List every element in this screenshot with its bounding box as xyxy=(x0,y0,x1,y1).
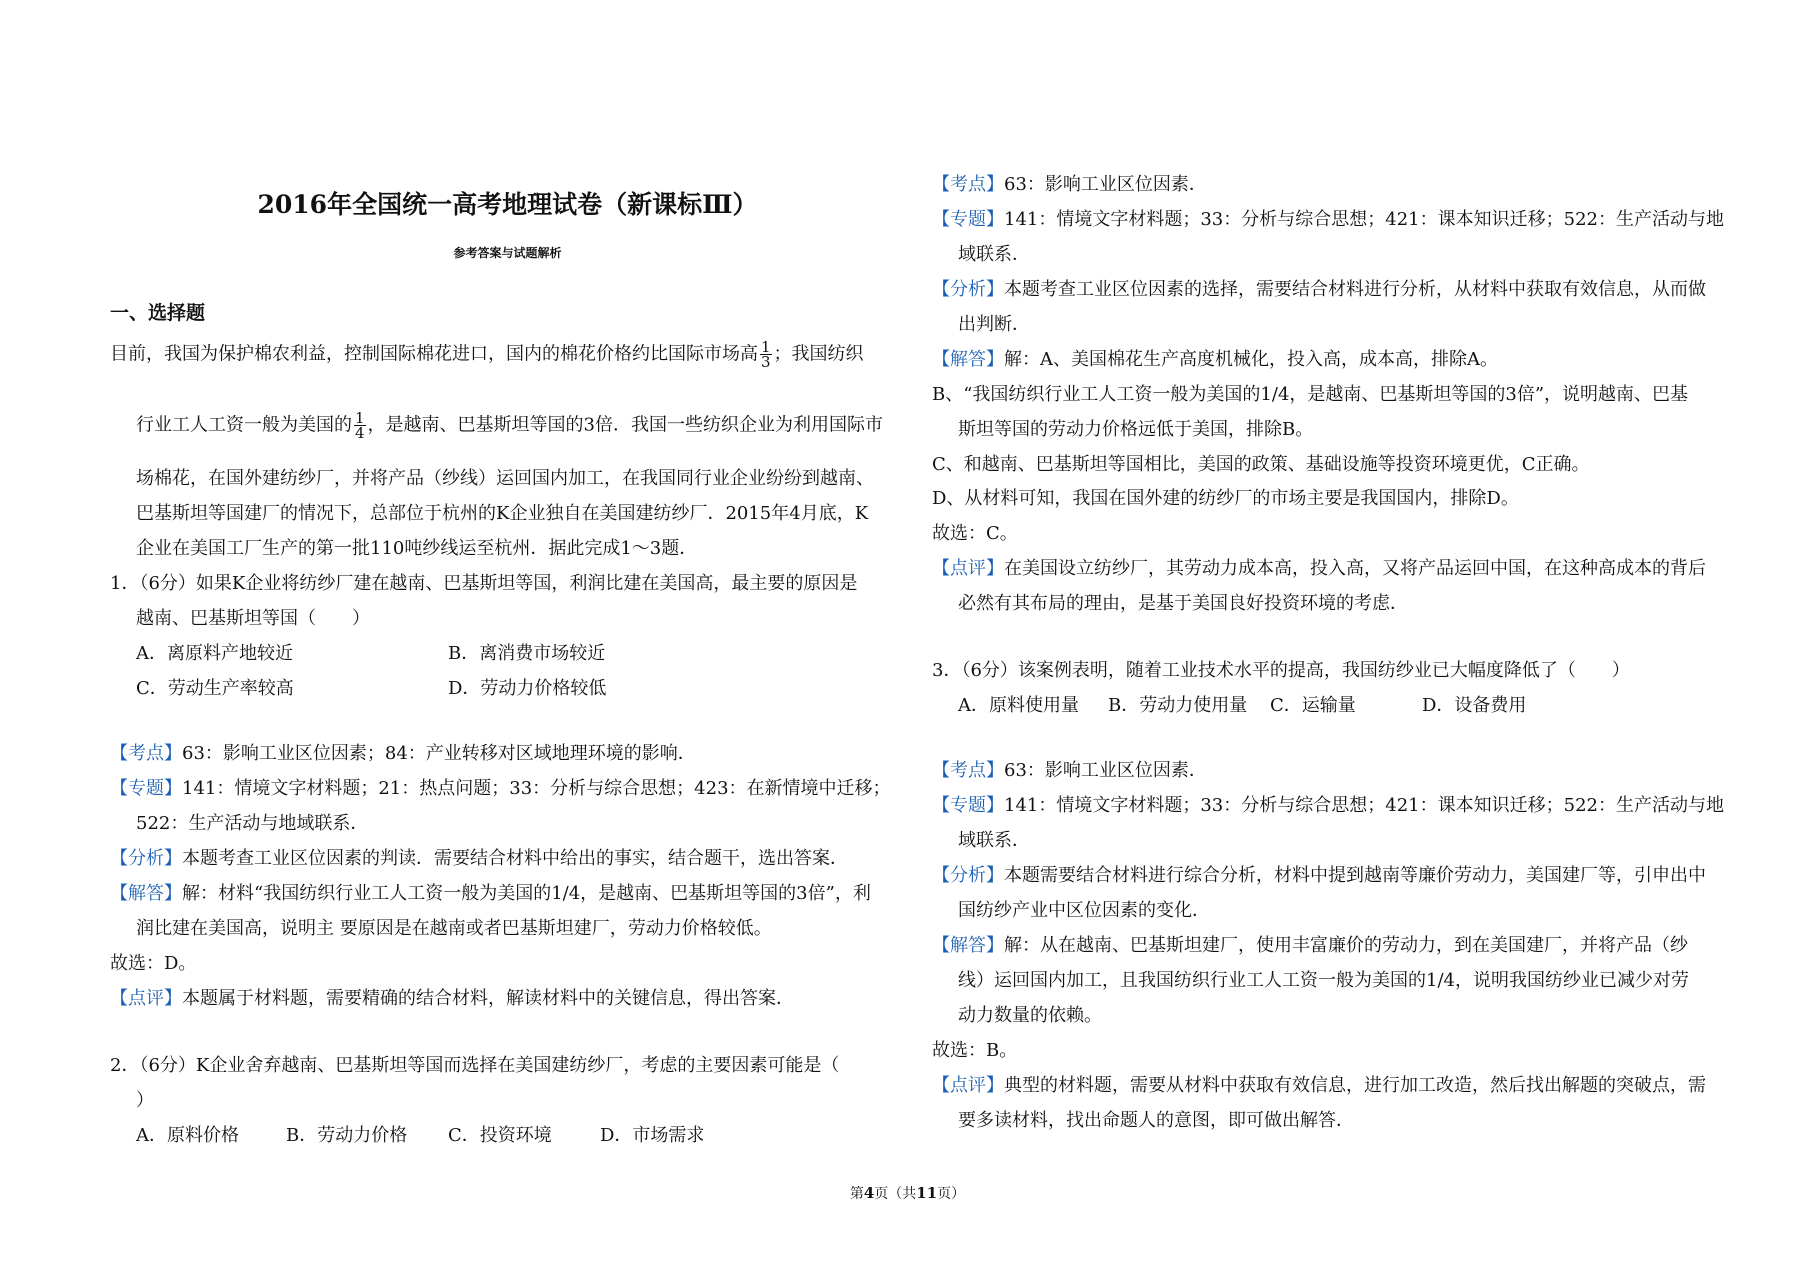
intro-line-3: 场棉花，在国外建纺纱厂，并将产品（纱线）运回国内加工，在我国同行业企业纷纷到越南、 xyxy=(136,468,874,489)
q1-jieda: 【解答】解：材料“我国纺织行业工人工资一般为美国的1/4，是越南、巴基斯坦等国的3倍”，利 xyxy=(110,883,871,904)
q2-stem-2: ） xyxy=(136,1090,154,1111)
q2-dianping-cont: 必然有其布局的理由，是基于美国良好投资环境的考虑． xyxy=(958,593,1408,614)
q2-kaodian: 【考点】63：影响工业区位因素． xyxy=(932,174,1207,195)
page-subtitle: 参考答案与试题解析 xyxy=(453,246,562,260)
q2-zhuanti: 【专题】141：情境文字材料题；33：分析与综合思想；421：课本知识迁移；522：生产活动与地 xyxy=(932,209,1724,230)
q2-answer: 故选：C。 xyxy=(932,523,1018,544)
q3-zhuanti-cont: 域联系． xyxy=(958,830,1030,851)
page-title: 2016年全国统一高考地理试卷（新课标Ⅲ） xyxy=(257,190,758,219)
q1-option-d: D．劳动力价格较低 xyxy=(448,678,607,699)
q2-fenxi: 【分析】本题考查工业区位因素的选择，需要结合材料进行分析，从材料中获取有效信息，从而做 xyxy=(932,279,1706,300)
fraction-one-quarter: $\frac{1}{4}$ xyxy=(355,409,365,442)
q1-option-b: B．离消费市场较近 xyxy=(448,643,606,664)
q1-kaodian: 【考点】63：影响工业区位因素；84：产业转移对区域地理环境的影响． xyxy=(110,743,696,764)
q3-zhuanti: 【专题】141：情境文字材料题；33：分析与综合思想；421：课本知识迁移；522：生产活动与地 xyxy=(932,795,1724,816)
q1-jieda-cont: 润比建在美国高，说明主 要原因是在越南或者巴基斯坦建厂，劳动力价格较低。 xyxy=(136,918,772,939)
q1-fenxi: 【分析】本题考查工业区位因素的判读．需要结合材料中给出的事实，结合题干，选出答案． xyxy=(110,848,848,869)
fraction-one-third: $\frac{1}{3}$ xyxy=(761,338,771,371)
q2-zhuanti-cont: 域联系． xyxy=(958,244,1030,265)
q3-option-d: D．设备费用 xyxy=(1422,695,1527,716)
q3-option-a: A．原料使用量 xyxy=(958,695,1079,716)
q2-option-c: C．投资环境 xyxy=(448,1125,552,1146)
q2-option-d: D．市场需求 xyxy=(600,1125,705,1146)
q2-option-a: A．原料价格 xyxy=(136,1125,239,1146)
page-footer: 第4页（共11页） xyxy=(849,1184,966,1202)
q1-dianping: 【点评】本题属于材料题，需要精确的结合材料，解读材料中的关键信息，得出答案． xyxy=(110,988,794,1009)
q3-dianping-cont: 要多读材料，找出命题人的意图，即可做出解答． xyxy=(958,1110,1354,1131)
q1-stem-1: 1．（6分）如果K企业将纺纱厂建在越南、巴基斯坦等国，利润比建在美国高，最主要的原因是 xyxy=(110,573,858,594)
intro-line-4: 巴基斯坦等国建厂的情况下，总部位于杭州的K企业独自在美国建纺纱厂．2015年4月底，K xyxy=(136,503,869,524)
q2-fenxi-cont: 出判断． xyxy=(958,314,1030,335)
q1-option-c: C．劳动生产率较高 xyxy=(136,678,294,699)
q3-dianping: 【点评】典型的材料题，需要从材料中获取有效信息，进行加工改造，然后找出解题的突破点，需 xyxy=(932,1075,1706,1096)
q2-jieda-b-cont: 斯坦等国的劳动力价格远低于美国，排除B。 xyxy=(958,419,1314,440)
q2-jieda-b: B、“我国纺织行业工人工资一般为美国的1/4，是越南、巴基斯坦等国的3倍”，说明越南、巴基 xyxy=(932,384,1689,405)
q2-jieda: 【解答】解：A、美国棉花生产高度机械化，投入高，成本高，排除A。 xyxy=(932,349,1498,370)
q3-jieda: 【解答】解：从在越南、巴基斯坦建厂，使用丰富廉价的劳动力，到在美国建厂，并将产品（纱 xyxy=(932,935,1688,956)
section-heading: 一、选择题 xyxy=(110,302,206,324)
q1-stem-2: 越南、巴基斯坦等国（ ） xyxy=(136,608,370,629)
q2-jieda-d: D、从材料可知，我国在国外建的纺纱厂的市场主要是我国国内，排除D。 xyxy=(932,488,1519,509)
q3-fenxi: 【分析】本题需要结合材料进行综合分析，材料中提到越南等廉价劳动力，美国建厂等，引申出中 xyxy=(932,865,1706,886)
q3-option-b: B．劳动力使用量 xyxy=(1108,695,1248,716)
page-number: 4 xyxy=(863,1184,875,1202)
q2-stem-1: 2．（6分）K企业舍弃越南、巴基斯坦等国而选择在美国建纺纱厂，考虑的主要因素可能是（ xyxy=(110,1055,840,1076)
q3-stem: 3．（6分）该案例表明，随着工业技术水平的提高，我国纺纱业已大幅度降低了（ ） xyxy=(932,660,1630,681)
q3-fenxi-cont: 国纺纱产业中区位因素的变化． xyxy=(958,900,1210,921)
page-total: 11 xyxy=(916,1184,938,1202)
intro-line-5: 企业在美国工厂生产的第一批110吨纱线运至杭州．据此完成1～3题． xyxy=(136,538,698,559)
intro-line-1: 目前，我国为保护棉农利益，控制国际棉花进口，国内的棉花价格约比国际市场高 $\frac{1}{3}$ ；我国纺织 xyxy=(110,338,864,371)
q2-option-b: B．劳动力价格 xyxy=(286,1125,408,1146)
q2-jieda-c: C、和越南、巴基斯坦等国相比，美国的政策、基础设施等投资环境更优，C正确。 xyxy=(932,454,1590,475)
q3-option-c: C．运输量 xyxy=(1270,695,1356,716)
q1-zhuanti: 【专题】141：情境文字材料题；21：热点问题；33：分析与综合思想；423：在新情境中迁移； xyxy=(110,778,891,799)
q3-answer: 故选：B。 xyxy=(932,1040,1018,1061)
q1-option-a: A．离原料产地较近 xyxy=(136,643,293,664)
q1-answer: 故选：D。 xyxy=(110,953,197,974)
q3-jieda-cont-1: 线）运回国内加工，且我国纺织行业工人工资一般为美国的1/4，说明我国纺纱业已减少对劳 xyxy=(958,970,1689,991)
q1-zhuanti-cont: 522：生产活动与地域联系． xyxy=(136,813,369,834)
intro-line-2: 行业工人工资一般为美国的 $\frac{1}{4}$ ，是越南、巴基斯坦等国的3倍．我国一些纺织企业为利用国际市 xyxy=(136,409,883,442)
q2-dianping: 【点评】在美国设立纺纱厂，其劳动力成本高，投入高，又将产品运回中国，在这种高成本的背后 xyxy=(932,558,1706,579)
q3-jieda-cont-2: 动力数量的依赖。 xyxy=(958,1005,1102,1026)
q3-kaodian: 【考点】63：影响工业区位因素． xyxy=(932,760,1207,781)
